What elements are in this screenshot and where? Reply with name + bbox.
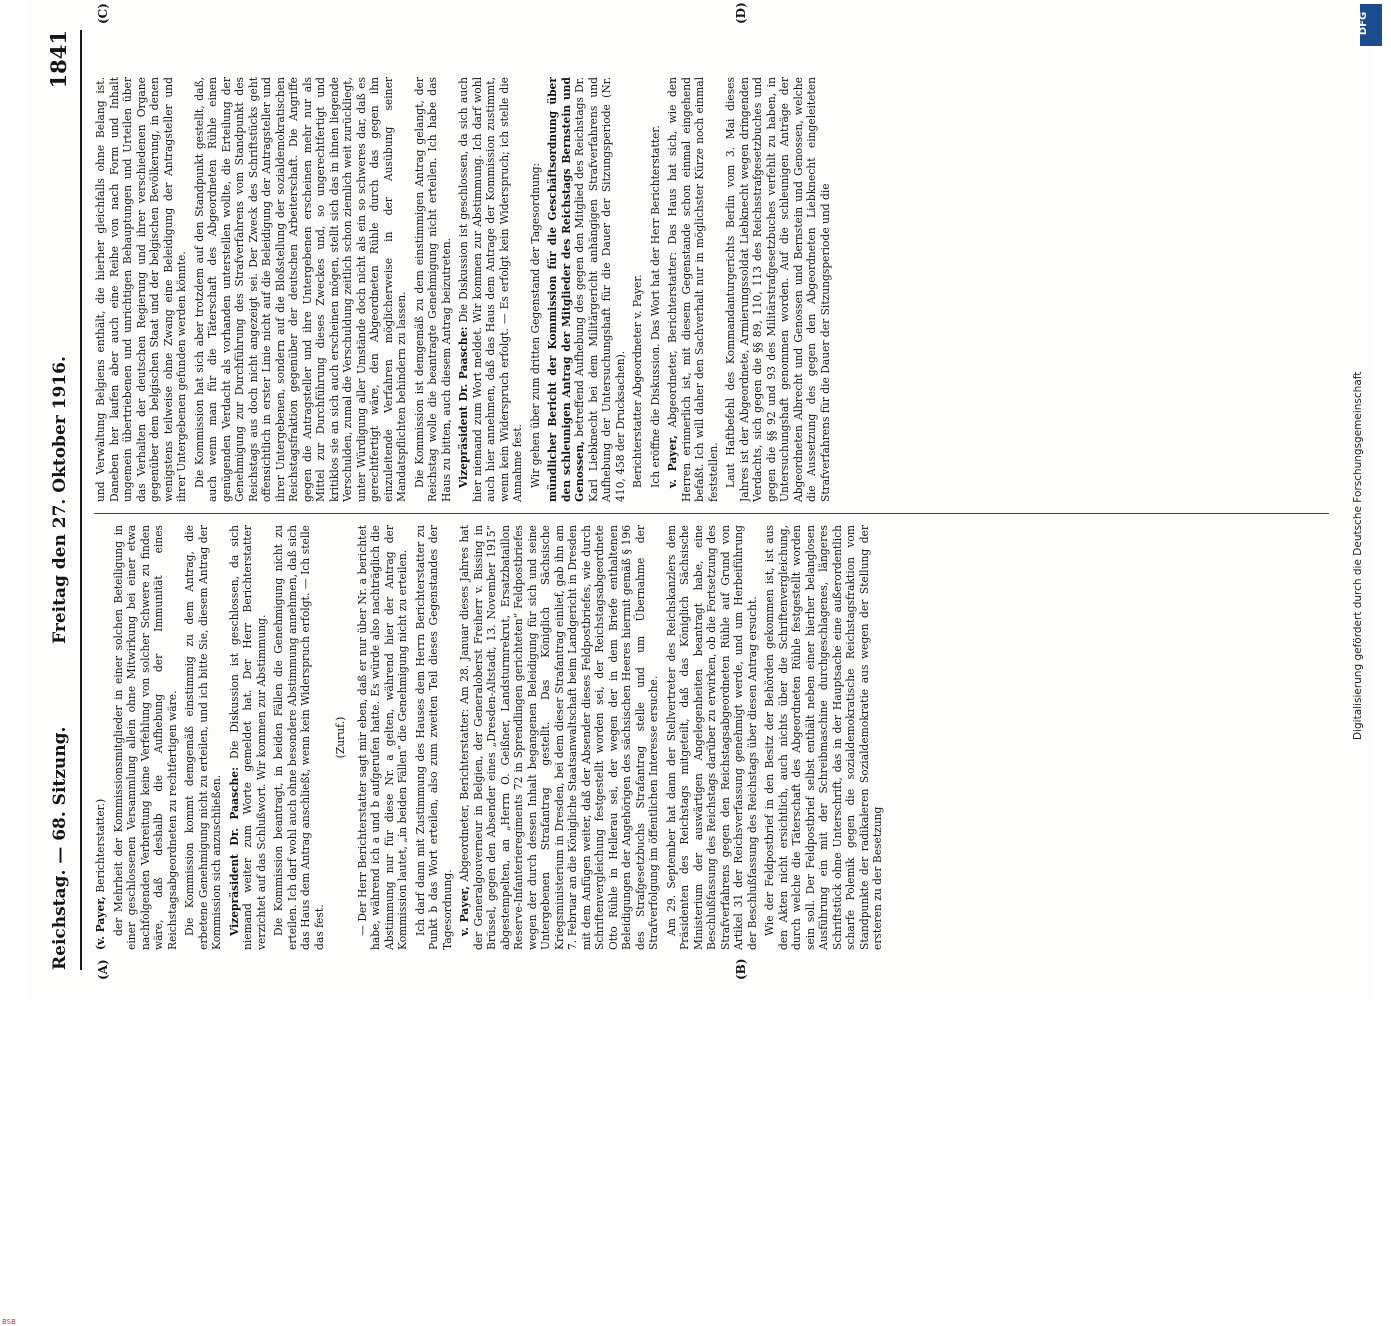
paragraph: Die Kommission beantragt, in beiden Fällen die Genehmigung nicht zu erteilen. Ich darf wohl auch ohne besondere Abstimmung annehmen, daß sich das Haus dem Antrag anschließt, wenn kein Widerspruch erfolgt. — Ich stelle das fest.: [272, 525, 326, 950]
speaker-name: (v. Payer,: [94, 896, 107, 950]
paragraph: Berichterstatter Abgeordneter v. Payer.: [631, 274, 644, 488]
paragraph: [666, 77, 720, 502]
paragraph: Wir gehen über zum dritten Gegenstand der Tagesordnung:: [528, 162, 542, 488]
column-divider: [94, 513, 1329, 514]
paragraph: [457, 77, 525, 502]
margin-mark-b: (B): [734, 958, 748, 980]
paragraph: Die Kommission kommt demgemäß einstimmig zu dem Antrag, die erbetene Genehmigung nicht zu erteilen, und ich bitte Sie, diesem Antrag der Kommission sich anzuschließen.: [183, 525, 223, 950]
speaker-name: v. Payer,: [458, 886, 471, 936]
speaker-name: Vizepräsident Dr. Paasche:: [227, 766, 241, 936]
digitization-note: [1352, 20, 1372, 740]
paragraph: Die Kommission ist demgemäß zu dem einstimmigen Antrag gelangt, der Reichstag wolle die beantragte Genehmigung nicht erteilen. Ich habe das Haus zu bitten, auch diesem Antrag beizutreten.: [412, 77, 453, 502]
header-session: Reichstag. — 68. Sitzung.: [50, 726, 70, 970]
document-page: [30, 0, 1370, 1000]
speaker-role: Berichterstatter.): [94, 798, 107, 897]
page-header: [46, 30, 82, 970]
agenda-title: mündlicher Bericht der Kommission für die Geschäftsordnung über den schleunigen Antrag der Mitglieder des Reichstags Bernstein und Genossen,: [546, 77, 586, 502]
speaker-name: v. Payer,: [666, 435, 679, 488]
interjection: (Zuruf.): [334, 716, 347, 759]
left-column: [94, 525, 1334, 950]
margin-mark-c: (C): [96, 3, 110, 24]
speaker-name: Vizepräsident Dr. Paasche:: [457, 326, 470, 488]
margin-mark-a: (A): [96, 959, 110, 980]
header-date: Freitag den 27. Oktober 1916.: [50, 356, 70, 644]
paragraph: der Mehrheit der Kommissionsmitglieder in einer solchen Beteiligung in einer geschlossenen Versammlung allein ohne Mitwirkung bei einer etwa nachfolgenden Verbreitung keine Verfehlung von solcher Schwere zu finden wäre, daß deshalb die Aufhebung der Immunität eines Reichstagsabgeordneten zu rechtfertigen wäre.: [111, 525, 179, 950]
paragraph: [458, 525, 661, 950]
paragraph: Wie der Feldpostbrief in den Besitz der Behörden gekommen ist, ist aus den Akten nicht ersichtlich, auch nichts über die Schriftenvergleichung, durch welche die Täterschaft des Abgeordneten Rühle festgestellt worden sein soll. Der Feldpostbrief selbst enthält neben einer hierher belanglosen Ausführung ein mit der Schreibmaschine durchgeschlagenes, längeres Schriftstück ohne Unterschrift, das in der Hauptsache eine außerordentlich scharfe Polemik gegen die sozialdemokratische Reichstagsfraktion vom Standpunkte der radikaleren Sozialdemokratie aus wegen der Stellung der ersteren zu der Besetzung: [763, 525, 884, 950]
paragraph: Ich darf dann mit Zustimmung des Hauses dem Herrn Berichterstatter zu Punkt b das Wort erteilen, also zum zweiten Teil dieses Gegenstandes der Tagesordnung.: [413, 525, 454, 950]
dfg-logo: [1360, 4, 1382, 46]
margin-mark-d: (D): [734, 2, 748, 24]
right-column: [94, 77, 1334, 502]
speech-text: Abgeordneter, Berichterstatter: Das Haus hat sich, wie den Herren erinnerlich ist, mit diesem Gegenstande schon einmal eingehend befaßt. Ich will daher den Sachverhalt nur in möglichster Kürze noch einmal feststellen.: [666, 77, 720, 502]
digitization-note-text: Digitalisierung gefördert durch die Deutsche Forschungsgemeinschaft: [1352, 371, 1364, 740]
paragraph: — Der Herr Berichterstatter sagt mir eben, daß er nur über Nr. a berichtet habe, während ich a und b aufgerufen hatte. Es würde also nachträglich die Abstimmung nur für diese Nr. a gelten, während hier der Antrag der Kommission lautet, „in beiden Fällen“ die Genehmigung nicht zu erteilen.: [355, 525, 409, 950]
agenda-text: betreffend Aufhebung des gegen den Mitglied des Reichstags Dr. Karl Liebknecht bei dem Militärgericht anhängigen Strafverfahrens und Aufhebung der Untersuchungshaft für die Dauer der Sitzungsperiode (Nr. 410, 458 der Drucksachen).: [573, 77, 627, 502]
library-mark: BSB: [2, 1318, 16, 1326]
page-number: 1841: [46, 30, 71, 89]
speech-text: Abgeordneter, Berichterstatter: Am 28. Januar dieses Jahres hat der Generalgouverneur in Belgien, der Generaloberst Freiherr v. Bissing in Brüssel, gegen den Absender eines „Dresden-Altstadt, 13. November 1915“ abgestempelten, an „Herrn O. Geißner, Landsturmrekrut, Ersatzbataillon Reserve-Infanterieregiments 72 in Sprendlingen gerichteten“ Feldpostbriefes wegen der durch dessen Inhalt begangenen Beleidigung für sich und seine Untergebenen Strafantrag gestellt. Das Königlich Sächsische Kriegsministerium in Dresden, bei dem dieser Strafantrag einlief, gab ihn am 7. Februar an die Königliche Staatsanwaltschaft beim Landgericht in Dresden mit dem Anfügen weiter, daß der Absender dieses Feldpostbriefes, wie durch Schriftenvergleichung festgestellt worden sei, der Reichstagsabgeordnete Otto Rühle in Hellerau sei, der wegen der in dem Briefe enthaltenen Beleidigungen der Angehörigen des sächsischen Heeres hiermit gemäß § 196 des Strafgesetzbuchs Strafantrag stelle und um Übernahme der Strafverfolgung im öffentlichen Interesse ersuche.: [458, 525, 660, 950]
paragraph: Am 29. September hat dann der Stellvertreter des Reichskanzlers dem Präsidenten des Reichstags mitgeteilt, daß das Königlich Sächsische Ministerium der auswärtigen Angelegenheiten beantragt habe, eine Beschlußfassung des Reichstags darüber zu erwirken, ob die Fortsetzung des Strafverfahrens gegen den Reichstagsabgeordneten Rühle auf Grund von Artikel 31 der Reichsverfassung genehmigt werde, und um Herbeiführung der Beschlußfassung des Reichstags über diesen Antrag ersucht.: [664, 525, 759, 950]
speech-text: Die Diskussion ist geschlossen, da sich auch hier niemand zum Wort meldet. Wir kommen zur Abstimmung. Ich darf wohl auch hier annehmen, daß das Haus dem Antrage der Kommission zustimmt, wenn kein Widerspruch erfolgt. — Es erfolgt kein Widerspruch; ich stelle die Annahme fest.: [457, 77, 524, 502]
paragraph: [94, 525, 108, 950]
dfg-logo-text: DFG: [1358, 11, 1370, 36]
paragraph: und Verwaltung Belgiens enthält, die hierher gleichfalls ohne Belang ist. Daneben her laufen aber auch eine Reihe von nach Form und Inhalt ungemein übertriebenen und unrichtigen Behauptungen und Urteilen über das Verhalten der deutschen Regierung und ihrer verschiedenen Organe gegenüber dem belgischen Staat und der belgischen Bevölkerung, in denen wenigstens teilweise ohne Zwang eine Beleidigung der Antragsteller und ihrer Untergebenen gefunden werden könnte.: [94, 77, 188, 502]
paragraph: Ich eröffne die Diskussion. Das Wort hat der Herr Berichterstatter.: [648, 125, 662, 488]
agenda-item: [546, 77, 627, 502]
paragraph: Die Kommission hat sich aber trotzdem auf den Standpunkt gestellt, daß, auch wenn man für die Täterschaft des Abgeordneten Rühle einen genügenden Verdacht als vorhanden unterstellen wollte, die Erteilung der Genehmigung zur Durchführung des Strafverfahrens vom Standpunkt des Reichstags aus doch nicht angezeigt sei. Der Zweck des Schriftstücks geht offensichtlich in erster Linie nicht auf die Beleidigung der Antragsteller und ihrer Untergebenen, sondern auf die Bloßstellung der sozialdemokratischen Reichstagsfraktion gegenüber der deutschen Arbeiterschaft. Die Angriffe gegen die Antragsteller und ihre Untergebenen erscheinen mehr nur als Mittel zur Durchführung dieses Zweckes und, so ungerechtfertigt und kritiklos sie an sich auch erscheinen mögen, stellt sich das in ihnen liegende Verschulden, zumal die Verschuldung zeitlich schon ziemlich weit zurückliegt, unter Würdigung aller Umstände doch nicht als ein so schweres dar, daß es gerechtfertigt wäre, den Abgeordneten Rühle durch das gegen ihn einzuleitende Verfahren möglicherweise in der Ausübung seiner Mandatspflichten behindern zu lassen.: [192, 77, 408, 502]
paragraph: Laut Haftbefehl des Kommandanturgerichts Berlin vom 3. Mai dieses Jahres ist der Abgeordnete, Armierungssoldat Liebknecht wegen dringenden Verdachts, sich gegen die §§ 89, 110, 113 des Reichsstrafgesetzbuches und gegen die §§ 92 und 93 des Militärstrafgesetzbuches verfehlt zu haben, in Untersuchungshaft genommen worden. Auf die schleunigen Anträge der Abgeordneten Albrecht und Genossen und Bernstein und Genossen, welche die Aussetzung des gegen den Abgeordneten Liebknecht eingeleiteten Strafverfahrens für die Dauer der Sitzungsperiode und die: [724, 77, 832, 502]
speech-text: Die Diskussion ist geschlossen, da sich niemand weiter zum Worte gemeldet hat. Der Herr Berichterstatter verzichtet auf das Schlußwort. Wir kommen zur Abstimmung.: [227, 525, 268, 950]
paragraph: [228, 525, 269, 950]
